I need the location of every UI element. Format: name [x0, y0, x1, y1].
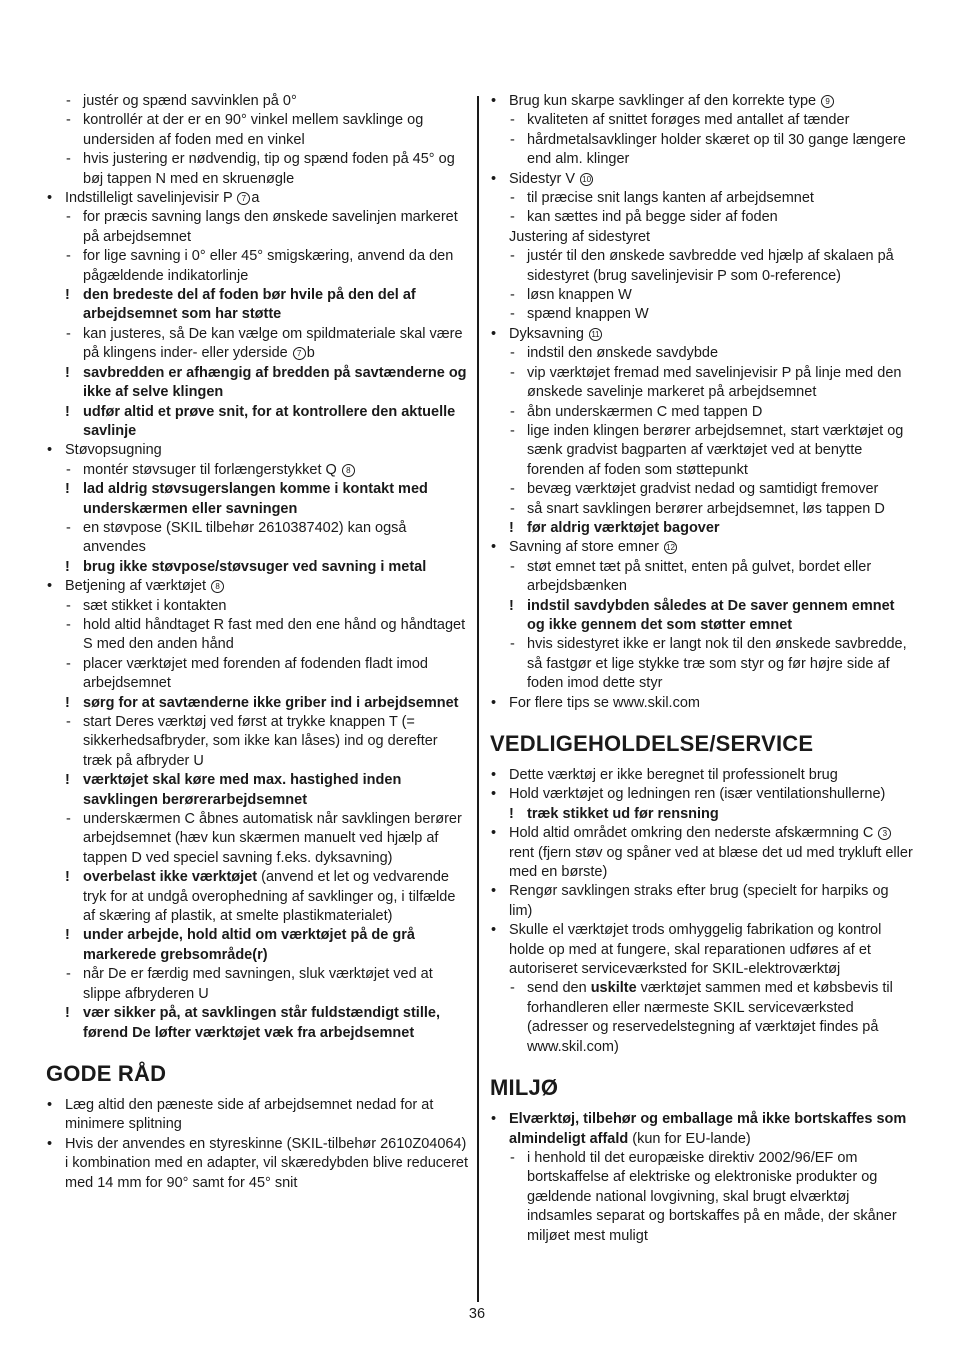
text-run: Rengør savklingen straks efter brug (specielt for harpiks og lim) — [509, 883, 889, 919]
dash-marker: - — [510, 500, 515, 517]
dash-item — [490, 111, 914, 130]
dash-item — [46, 208, 468, 247]
text-run: brug ikke støvpose/støvsuger ved savning i metal — [83, 558, 427, 575]
figure-ref-number: 8 — [211, 580, 224, 593]
warning-marker: ! — [65, 927, 70, 944]
text-run: Hold værktøjet og ledningen ren (især ventilationshullerne) — [509, 786, 886, 803]
bullet-item — [490, 824, 914, 882]
text-run: Dette værktøj er ikke beregnet til professionelt brug — [509, 767, 838, 783]
plain-text — [490, 228, 914, 247]
right-column — [490, 92, 914, 1246]
text-run: start Deres værktøj ved først at trykke knappen T (= sikkerhedsafbryder, som ikke kan låses) ind og derefter træk på afbryder U — [83, 714, 438, 769]
figure-ref-number: 10 — [580, 173, 593, 186]
dash-marker: - — [66, 112, 71, 129]
text-run: Sidestyr V — [509, 170, 580, 187]
text-run: støt emnet tæt på snittet, enten på gulvet, bordet eller arbejdsbænken — [527, 558, 872, 595]
dash-item — [46, 325, 468, 364]
warning-marker: ! — [65, 772, 70, 789]
text-run: Læg altid den pæneste side af arbejdsemnet nedad for at minimere splitning — [65, 1096, 434, 1133]
dash-marker: - — [66, 461, 71, 478]
bullet-item — [490, 170, 914, 189]
dash-item — [46, 247, 468, 286]
text-run: i henhold til det europæiske direktiv 2002/96/EF om bortskaffelse af elektriske og elektroniske produkter og gældende national lovgivning, skal brugt elværktøj indsamles separat og bortskaffes på en måde, der skåner miljøet mest muligt — [527, 1149, 897, 1244]
dash-item — [490, 480, 914, 499]
warning-marker: ! — [509, 597, 514, 614]
warning-item — [490, 597, 914, 636]
dash-item — [490, 500, 914, 519]
warning-item — [46, 868, 468, 926]
text-run: hvis sidestyret ikke er langt nok til den ønskede savbredde, så fastgør et lige stykke træ som styr og før højre side af foden imod dette styr — [527, 636, 907, 692]
dash-marker: - — [66, 655, 71, 672]
bullet-item — [46, 441, 468, 460]
text-run: Dyksavning — [509, 325, 588, 342]
warning-marker: ! — [65, 364, 70, 381]
warning-item — [46, 926, 468, 965]
warning-marker: ! — [65, 694, 70, 711]
text-run: kan sættes ind på begge sider af foden — [527, 209, 778, 226]
text-run: lad aldrig støvsugerslangen komme i kontakt med underskærmen eller savningen — [83, 481, 428, 517]
text-run: underskærmen C åbnes automatisk når savklingen berører arbejdsemnet (hæv kun skærmen manuelt ved hjælp af tappen D ved speciel savning f.eks. dyksavning) — [83, 811, 462, 866]
dash-item — [490, 344, 914, 363]
warning-item — [46, 694, 468, 713]
dash-item — [46, 519, 468, 558]
text-run: for lige savning i 0° eller 45° smigskæring, anvend da den pågældende indikatorlinje — [83, 248, 454, 284]
figure-ref-number: 9 — [821, 95, 834, 108]
dash-item — [490, 403, 914, 422]
text-run: overbelast ikke værktøjet — [83, 869, 258, 886]
dash-item — [46, 92, 468, 111]
dash-item — [490, 364, 914, 403]
dash-marker: - — [510, 403, 515, 420]
text-run: løsn knappen W — [527, 287, 632, 304]
warning-item — [490, 519, 914, 538]
dash-marker: - — [510, 248, 515, 265]
dash-marker: - — [510, 558, 515, 575]
text-run: for præcis savning langs den ønskede savelinjen markeret på arbejdsemnet — [83, 209, 458, 245]
dash-marker: - — [66, 597, 71, 614]
text-run: hårdmetalsavklinger holder skæret op til 30 gange længere end alm. klinger — [527, 131, 906, 168]
text-run: værktøjet skal køre med max. hastighed inden savklingen berørerarbejdsemnet — [83, 772, 402, 808]
text-run: værktøjet sammen med et købsbevis til forhandleren eller nærmeste SKIL serviceværksted (adresser og reservedelstegning af værktøjet findes på www.skil.com) — [527, 980, 893, 1055]
warning-item — [46, 480, 468, 519]
dash-marker: - — [66, 325, 71, 342]
text-run: (kun for EU-lande) — [628, 1130, 751, 1147]
text-run: a — [251, 190, 260, 207]
dash-marker: - — [510, 1149, 515, 1166]
warning-item — [46, 771, 468, 810]
bullet-item — [46, 189, 468, 208]
bullet-item — [490, 785, 914, 804]
text-run: vær sikker på, at savklingen står fuldstændigt stille, førend De løfter værktøjet væk fra arbejdsemnet — [83, 1005, 440, 1041]
bullet-marker: • — [47, 442, 53, 459]
figure-ref-number: 7 — [237, 192, 250, 205]
dash-marker: - — [66, 209, 71, 226]
text-run: så snart savklingen berører arbejdsemnet, løs tappen D — [527, 500, 885, 517]
text-run: Savning af store emner — [509, 539, 663, 556]
dash-marker: - — [510, 980, 515, 997]
bullet-marker: • — [491, 922, 497, 939]
dash-item — [490, 558, 914, 597]
dash-item — [490, 305, 914, 324]
dash-item — [46, 597, 468, 616]
text-run: hvis justering er nødvendig, tip og spænd foden på 45° og bøj tappen N med en skruenøgle — [83, 151, 455, 187]
bullet-marker: • — [491, 1111, 497, 1128]
dash-marker: - — [510, 209, 515, 226]
text-run: åbn underskærmen C med tappen D — [527, 403, 763, 420]
text-run: kvaliteten af snittet forøges med antallet af tænder — [527, 112, 850, 129]
bullet-marker: • — [47, 578, 53, 595]
dash-item — [490, 422, 914, 480]
figure-ref-number: 8 — [342, 464, 355, 477]
text-run: en støvpose (SKIL tilbehør 2610387402) kan også anvendes — [83, 519, 407, 556]
column-divider — [477, 96, 479, 1302]
bullet-item — [490, 694, 914, 713]
bullet-item — [490, 882, 914, 921]
bullet-marker: • — [47, 190, 53, 207]
bullet-item — [490, 538, 914, 557]
dash-item — [490, 635, 914, 693]
figure-ref-number: 3 — [878, 827, 891, 840]
warning-item — [46, 403, 468, 442]
bullet-marker: • — [491, 883, 497, 900]
bullet-marker: • — [47, 1135, 53, 1152]
warning-marker: ! — [509, 519, 514, 536]
text-run: indstil savdybden således at De saver gennem emnet og ikke gennem det som støtter emnet — [527, 597, 895, 633]
text-run: placer værktøjet med forenden af fodenden fladt imod arbejdsemnet — [83, 655, 428, 692]
dash-marker: - — [510, 422, 515, 439]
warning-marker: ! — [509, 805, 514, 822]
text-run: Skulle el værktøjet trods omhyggelig fabrikation og kontrol holde op med at fungere, skal reparationen udføres af et autoriseret serviceværksted for SKIL-elektroværktøj — [509, 922, 882, 978]
text-run: (anvend et let og vedvarende tryk for at undgå overophedning af savklinger og, i tilfælde af skæring af plastik, at smelte plastikmaterialet) — [83, 869, 456, 925]
dash-item — [46, 655, 468, 694]
text-run: sæt stikket i kontakten — [83, 597, 227, 614]
text-run: vip værktøjet fremad med savelinjevisir P på linje med den ønskede savelinje markeret på arbejdsemnet — [527, 364, 902, 401]
dash-marker: - — [66, 616, 71, 633]
warning-item — [46, 1004, 468, 1043]
dash-item — [46, 111, 468, 150]
dash-item — [490, 247, 914, 286]
text-run: Indstilleligt savelinjevisir P — [65, 190, 237, 207]
text-run: spænd knappen W — [527, 306, 649, 323]
left-column — [46, 92, 468, 1193]
bullet-marker: • — [491, 694, 497, 711]
dash-marker: - — [66, 248, 71, 265]
text-run: indstil den ønskede savdybde — [527, 345, 719, 362]
text-run: træk stikket ud før rensning — [527, 805, 719, 822]
text-run: kontrollér at der er en 90° vinkel mellem savklinge og undersiden af foden med en vinkel — [83, 112, 424, 148]
bullet-marker: • — [491, 825, 497, 842]
bullet-item — [46, 1096, 468, 1135]
warning-item — [46, 286, 468, 325]
dash-marker: - — [510, 287, 515, 304]
text-run: bevæg værktøjet gradvist nedad og samtidigt fremover — [527, 481, 879, 498]
text-run: Brug kun skarpe savklinger af den korrekte type — [509, 93, 821, 109]
warning-item — [490, 805, 914, 824]
dash-marker: - — [510, 131, 515, 148]
dash-item — [490, 286, 914, 305]
dash-item — [46, 461, 468, 480]
warning-marker: ! — [65, 481, 70, 498]
dash-item — [490, 131, 914, 170]
warning-marker: ! — [65, 558, 70, 575]
text-run: Justering af sidestyret — [509, 228, 651, 245]
text-run: Betjening af værktøjet — [65, 578, 211, 595]
section-heading: MILJØ — [490, 1075, 559, 1101]
warning-marker: ! — [65, 869, 70, 886]
text-run: kan justeres, så De kan vælge om spildmateriale skal være på klingens inder- eller yderside — [83, 325, 463, 362]
dash-item — [490, 208, 914, 227]
text-run: montér støvsuger til forlængerstykket Q — [83, 461, 341, 478]
warning-marker: ! — [65, 403, 70, 420]
dash-marker: - — [510, 636, 515, 653]
dash-marker: - — [510, 306, 515, 323]
dash-marker: - — [66, 811, 71, 828]
bullet-item — [490, 921, 914, 979]
dash-marker: - — [510, 481, 515, 498]
dash-marker: - — [66, 714, 71, 730]
bullet-item — [490, 325, 914, 344]
dash-marker: - — [510, 364, 515, 381]
text-run: lige inden klingen berører arbejdsemnet, start værktøjet og sænk gradvist bagparten af værktøjet ved at benytte forenden af foden som støttepunkt — [527, 422, 904, 478]
dash-item — [490, 979, 914, 1057]
figure-ref-number: 11 — [589, 328, 602, 341]
dash-item — [46, 616, 468, 655]
bullet-item — [46, 1135, 468, 1193]
section-heading: GODE RÅD — [46, 1060, 167, 1086]
dash-marker: - — [510, 190, 515, 207]
text-run: Hold altid området omkring den nederste afskærmning C — [509, 825, 878, 842]
bullet-marker: • — [491, 786, 497, 803]
text-run: Hvis der anvendes en styreskinne (SKIL-tilbehør 2610Z04064) i kombination med en adapter, vil skæredybden blive reduceret med 14 mm for 90° samt for 45° snit — [65, 1135, 469, 1191]
figure-ref-number: 7 — [293, 347, 306, 360]
text-run: hold altid håndtaget R fast med den ene hånd og håndtaget S med den anden hånd — [83, 616, 466, 653]
section-heading: VEDLIGEHOLDELSE/SERVICE — [490, 731, 814, 756]
bullet-item — [46, 577, 468, 596]
dash-item — [490, 189, 914, 208]
text-run: send den — [527, 980, 591, 997]
dash-marker: - — [66, 519, 71, 536]
page-number: 36 — [468, 1306, 486, 1322]
dash-item — [46, 965, 468, 1004]
text-run: når De er færdig med savningen, sluk værktøjet ved at slippe afbryderen U — [83, 966, 433, 1002]
warning-marker: ! — [65, 287, 70, 304]
text-run: justér og spænd savvinklen på 0° — [83, 93, 297, 109]
text-run: under arbejde, hold altid om værktøjet på de grå markerede grebsområde(r) — [83, 927, 415, 963]
dash-item — [490, 1149, 914, 1246]
dash-marker: - — [66, 93, 71, 109]
text-run: Elværktøj, tilbehør og emballage må ikke bortskaffes som almindeligt affald — [509, 1111, 907, 1147]
bullet-item — [490, 92, 914, 111]
text-run: udfør altid et prøve snit, for at kontrollere den aktuelle savlinje — [83, 403, 456, 439]
figure-ref-number: 12 — [664, 541, 677, 554]
bullet-marker: • — [491, 170, 497, 187]
bullet-marker: • — [491, 767, 497, 783]
text-run: For flere tips se www.skil.com — [509, 694, 700, 711]
dash-marker: - — [510, 345, 515, 362]
dash-marker: - — [66, 151, 71, 168]
bullet-item — [490, 1110, 914, 1149]
text-run: savbredden er afhængig af bredden på savtænderne og ikke af selve klingen — [83, 364, 467, 401]
text-run: b — [306, 345, 315, 362]
dash-item — [46, 150, 468, 189]
dash-item — [46, 810, 468, 868]
bullet-marker: • — [491, 93, 497, 109]
text-run: justér til den ønskede savbredde ved hjælp af skalaen på sidestyret (brug savelinjevisir P som 0-reference) — [527, 248, 894, 284]
text-run: sørg for at savtænderne ikke griber ind i arbejdsemnet — [83, 694, 459, 711]
bullet-marker: • — [47, 1096, 53, 1113]
bullet-marker: • — [491, 539, 497, 556]
dash-marker: - — [66, 966, 71, 983]
warning-item — [46, 364, 468, 403]
warning-marker: ! — [65, 1005, 70, 1022]
text-run: uskilte — [590, 980, 637, 997]
text-run: før aldrig værktøjet bagover — [527, 519, 720, 536]
text-run: til præcise snit langs kanten af arbejdsemnet — [527, 190, 814, 207]
text-run: rent (fjern støv og spåner ved at blæse det ud med trykluft eller med en børste) — [509, 844, 913, 881]
text-run: den bredeste del af foden bør hvile på den del af arbejdsemnet som har støtte — [83, 287, 416, 323]
bullet-marker: • — [491, 325, 497, 342]
bullet-item — [490, 766, 914, 785]
warning-item — [46, 558, 468, 577]
dash-item — [46, 713, 468, 771]
dash-marker: - — [510, 112, 515, 129]
text-run: Støvopsugning — [65, 442, 162, 459]
